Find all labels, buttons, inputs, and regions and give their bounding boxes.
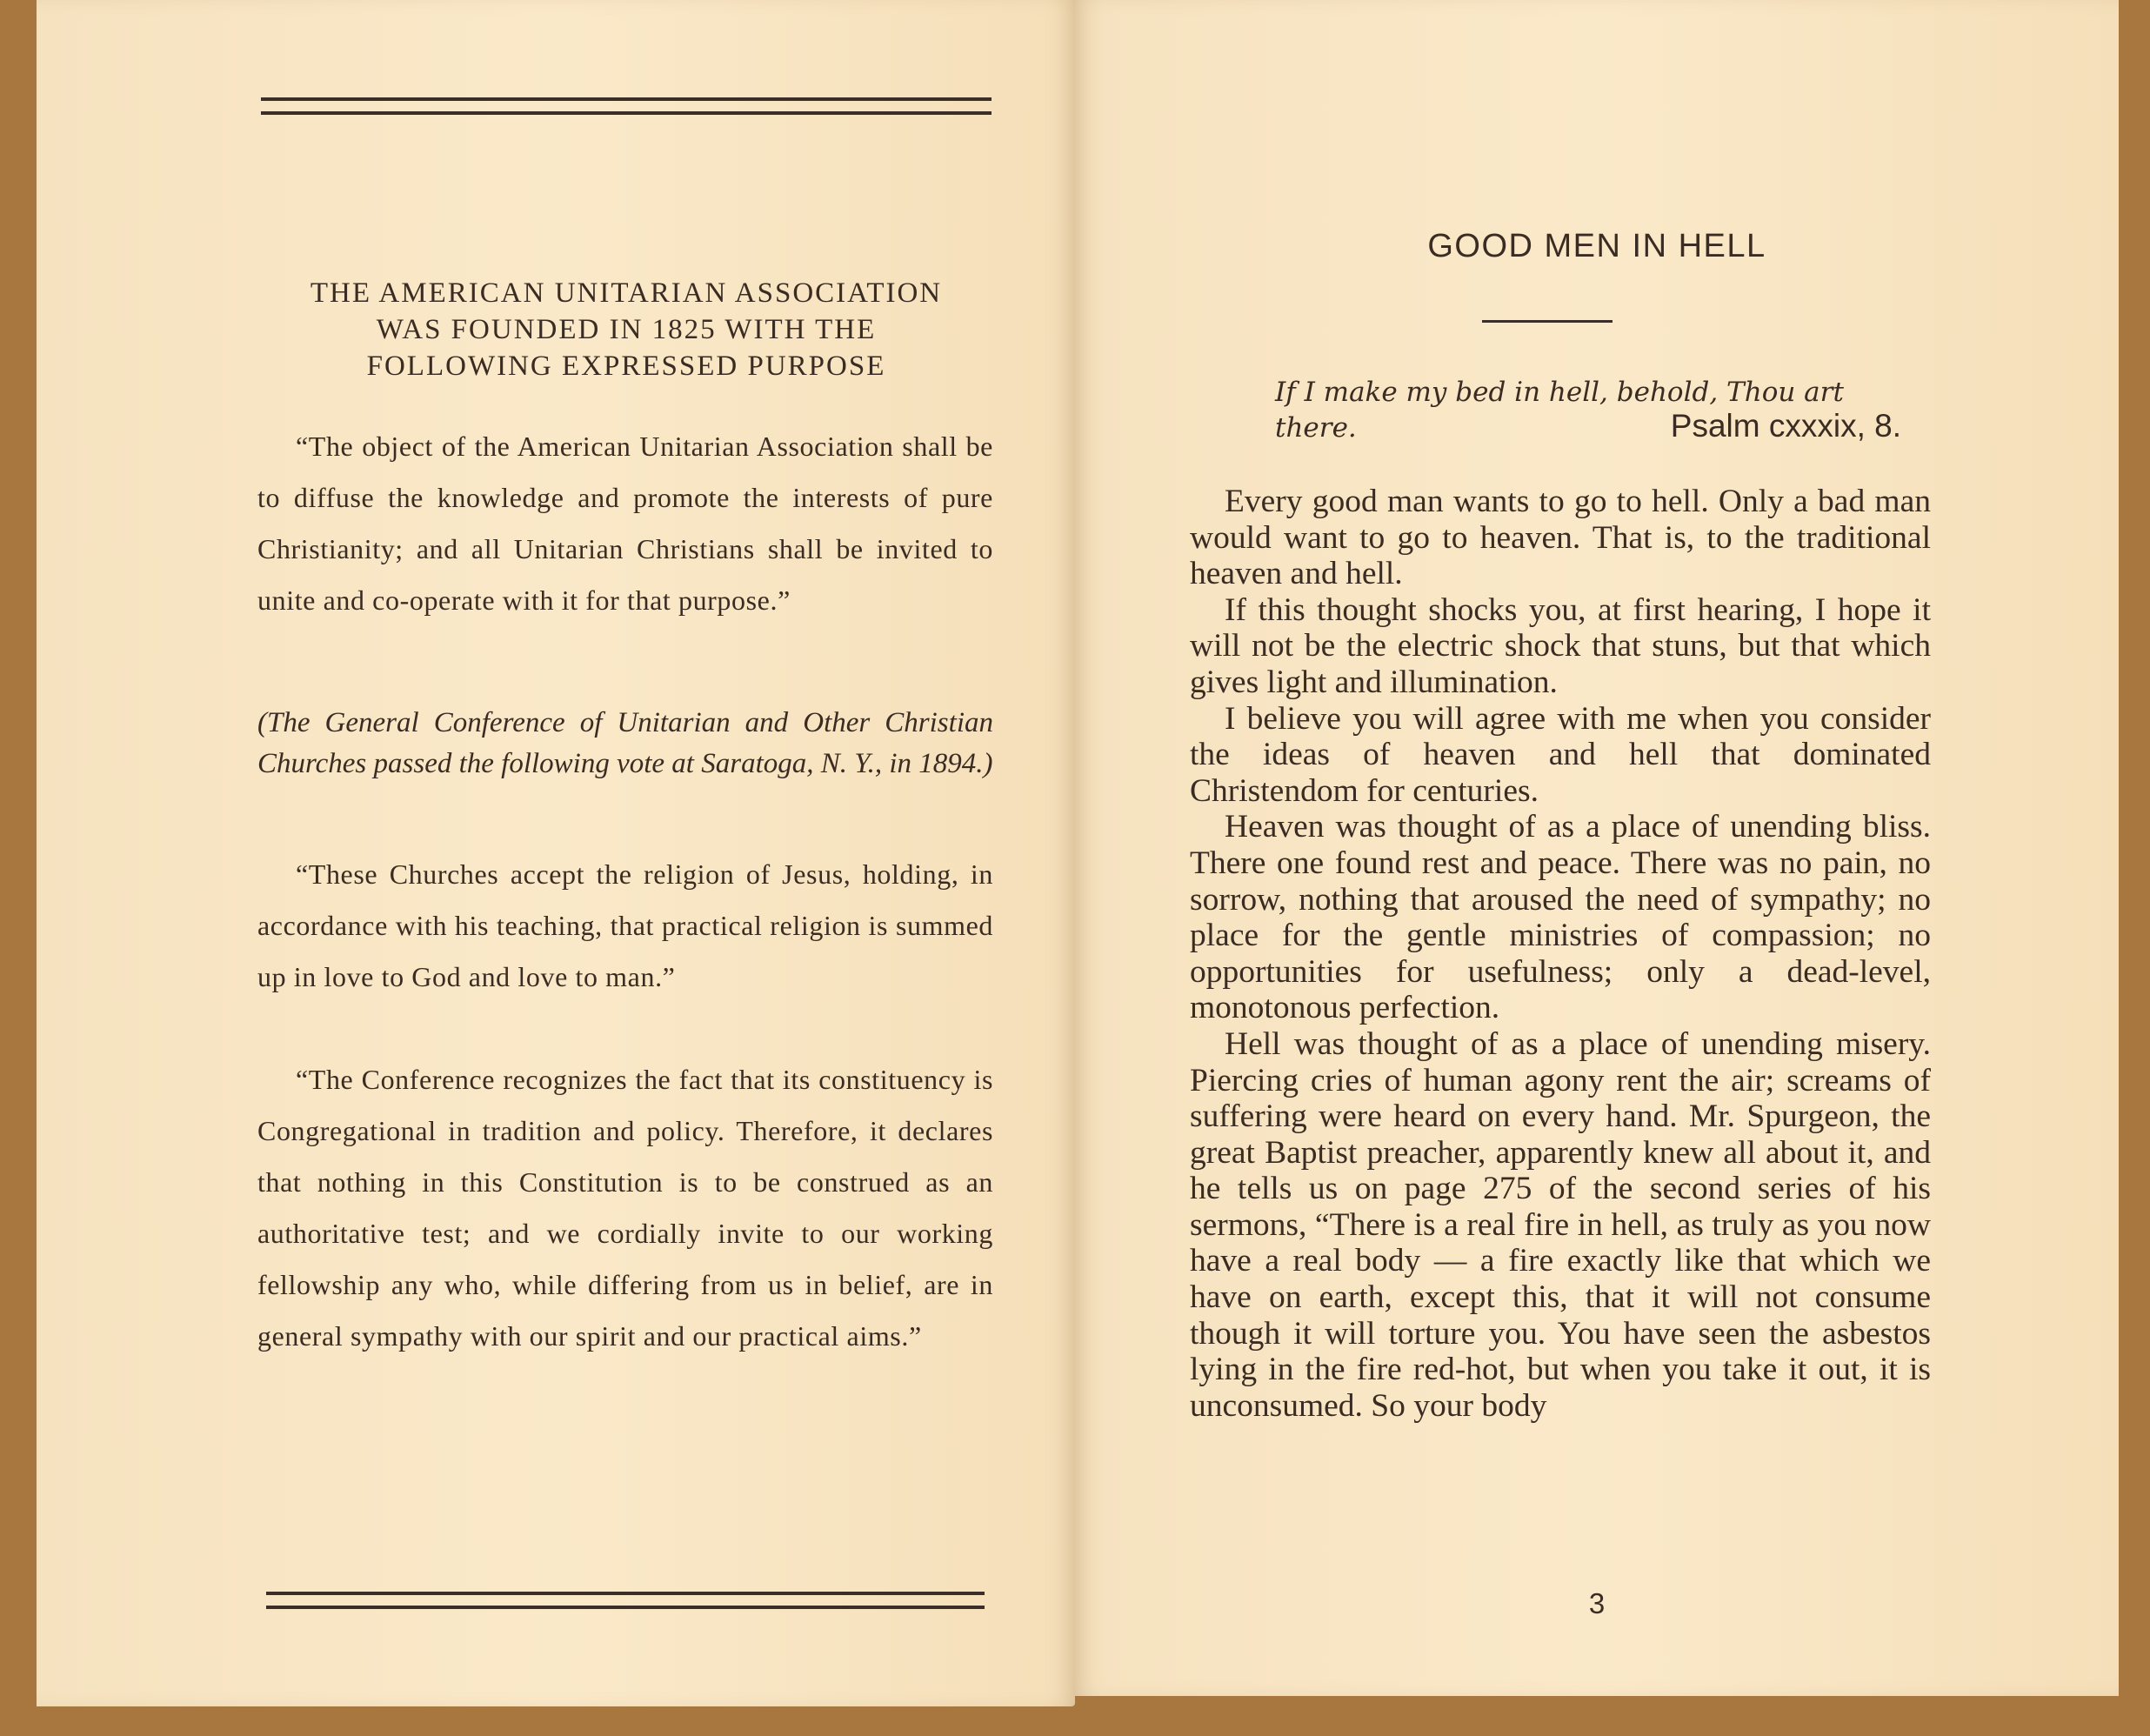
- body-paragraph: Every good man wants to go to hell. Only a bad man would want to go to heaven. That is, to the traditional heaven and hell.: [1190, 484, 1931, 592]
- epigraph-reference: Psalm cxxxix, 8.: [1670, 408, 1901, 444]
- epigraph-text: If I make my bed in hell, behold, Thou art there.: [1275, 377, 1844, 444]
- chapter-title: GOOD MEN IN HELL: [1427, 228, 1766, 264]
- sermon-body: [1190, 484, 1931, 1424]
- conference-note: (The General Conference of Unitarian and Other Christian Churches passed the following vote at Saratoga, N. Y., in 1894.): [257, 707, 993, 779]
- association-heading: [252, 275, 1000, 384]
- heading-line: WAS FOUNDED IN 1825 WITH THE: [376, 314, 877, 345]
- bottom-double-rule: [266, 1592, 985, 1609]
- top-double-rule: [261, 97, 992, 115]
- heading-line: THE AMERICAN UNITARIAN ASSOCIATION: [310, 277, 943, 309]
- page-number: 3: [1588, 1587, 1606, 1619]
- body-paragraph: If this thought shocks you, at first hearing, I hope it will not be the electric shock that stuns, but that which gives light and illumination.: [1190, 591, 1931, 700]
- body-paragraph: Hell was thought of as a place of unending misery. Piercing cries of human agony rent the air; screams of suffering were heard on every hand. Mr. Spurgeon, the great Baptist preacher, apparently knew all about it, and he tells us on page 275 of the second series of his sermons, “There is a real fire in hell, as truly as you now have a real body — a fire exactly like that which we have on earth, except this, that it will not consume though it will torture you. You have seen the asbestos lying in the fire red-hot, but when you take it out, it is unconsumed. So your body: [1190, 1025, 1931, 1424]
- title-rule: [1482, 320, 1612, 323]
- conference-quote: “The Conference recognizes the fact that its constituency is Congregational in tradition and policy. Therefore, it declares that nothing in this Constitution is to be construed as an authoritative test; and we cordially invite to our working fellowship any who, while differing from us in belief, are in general sympathy with our spirit and our practical aims.”: [257, 1064, 993, 1352]
- epigraph: [1275, 374, 1901, 445]
- body-paragraph: Heaven was thought of as a place of unending bliss. There one found rest and peace. There was no pain, no sorrow, nothing that aroused the need of sympathy; no place for the gentle ministries of compassion; no opportunities for usefulness; only a dead-level, monotonous perfection.: [1190, 809, 1931, 1026]
- heading-line: FOLLOWING EXPRESSED PURPOSE: [366, 351, 886, 382]
- purpose-quote: “The object of the American Unitarian Association shall be to diffuse the knowledge and promote the interests of pure Christianity; and all Unitarian Christians shall be invited to unite and co-operate with it for that purpose.”: [257, 431, 993, 616]
- body-paragraph: I believe you will agree with me when you consider the ideas of heaven and hell that dominated Christendom for centuries.: [1190, 700, 1931, 809]
- churches-quote: “These Churches accept the religion of Jesus, holding, in accordance with his teaching, that practical religion is summed up in love to God and love to man.”: [257, 858, 993, 992]
